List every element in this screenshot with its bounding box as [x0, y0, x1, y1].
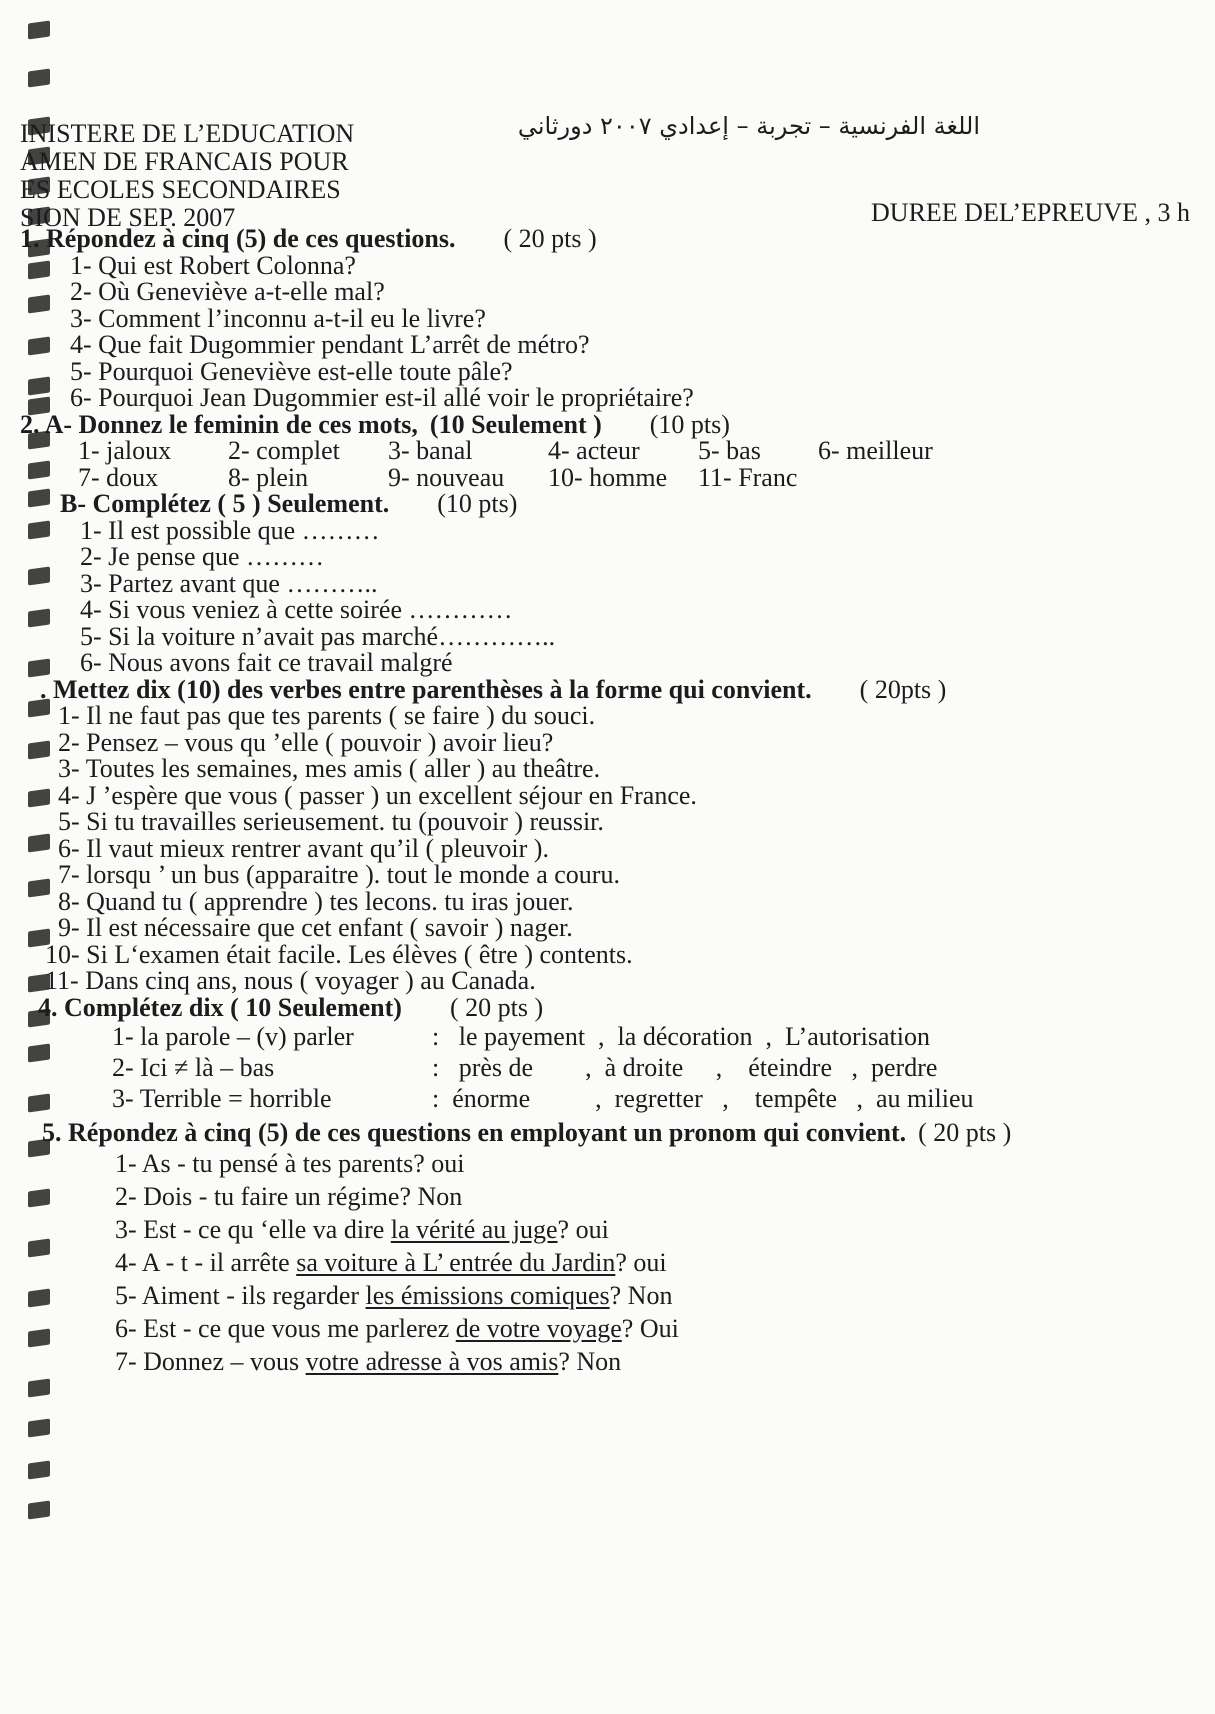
word-item: 4- acteur: [548, 436, 640, 465]
exam-content: [20, 226, 1190, 1378]
section3-items: [20, 703, 1190, 995]
binding-hole: [28, 20, 50, 39]
word-item: 3- banal: [388, 436, 473, 465]
underlined-phrase: sa voiture à L’ entrée du Jardin: [296, 1247, 616, 1277]
binding-hole: [28, 68, 50, 87]
verb-item: 7- lorsqu ’ un bus (apparaitre ). tout le monde a couru.: [58, 860, 620, 889]
section5-title: 5. Répondez à cinq (5) de ces questions en employant un pronom qui convient. ( 20 pts ): [42, 1118, 1012, 1147]
header-line: ES ECOLES SECONDAIRES: [20, 175, 341, 204]
pronoun-question: 6- Est - ce que vous me parlerez de votre voyage ? Oui: [115, 1313, 679, 1343]
verb-item: 2- Pensez – vous qu ’elle ( pouvoir ) avoir lieu?: [58, 727, 554, 757]
header-line: AMEN DE FRANCAIS POUR: [20, 147, 349, 176]
vocab-right: : le payement , la décoration , L’autorisation: [432, 1022, 930, 1051]
vocab-right: : énorme , regretter , tempête , au milieu: [432, 1084, 974, 1113]
section4-rows: [20, 1021, 1190, 1114]
header-line: SION DE SEP. 2007: [20, 203, 236, 232]
vocab-right: : près de , à droite , éteindre , perdre: [432, 1053, 938, 1082]
section2b-items: [20, 515, 1190, 677]
verb-item: 10- Si L‘examen était facile. Les élèves ( être ) contents.: [45, 939, 633, 969]
section2b-title: B- Complétez ( 5 ) Seulement. (10 pts): [60, 489, 518, 518]
arabic-title: اللغة الفرنسية – تجربة – إعدادي ٢٠٠٧ دورثاني: [517, 112, 980, 140]
pronoun-question: 1- As - tu pensé à tes parents? oui: [115, 1148, 465, 1178]
underlined-phrase: la vérité au juge: [390, 1214, 558, 1244]
word-item: 6- meilleur: [818, 436, 933, 465]
verb-item: 1- Il ne faut pas que tes parents ( se faire ) du souci.: [58, 701, 596, 730]
pronoun-question: 5- Aiment - ils regarder les émissions comiques ? Non: [115, 1280, 673, 1310]
verb-item: 11- Dans cinq ans, nous ( voyager ) au Canada.: [45, 966, 536, 995]
section3-title: . Mettez dix (10) des verbes entre parenthèses à la forme qui convient. ( 20pts ): [40, 674, 947, 704]
section5-questions: [20, 1147, 1190, 1378]
vocab-left: 3- Terrible = horrible: [112, 1084, 332, 1113]
section5-points: ( 20 pts ): [918, 1118, 1012, 1147]
pronoun-question: 7- Donnez – vous votre adresse à vos amis ? Non: [115, 1346, 622, 1376]
feminine-words-row2: [20, 462, 1190, 492]
section4-points: ( 20 pts ): [449, 992, 544, 1022]
question: 6- Pourquoi Jean Dugommier est-il allé voir le propriétaire?: [70, 383, 694, 412]
binding-hole: [28, 1500, 50, 1519]
underlined-phrase: votre adresse à vos amis: [305, 1346, 559, 1376]
verb-item: 4- J ’espère que vous ( passer ) un excellent séjour en France.: [58, 780, 697, 810]
vocab-left: 1- la parole – (v) parler: [112, 1022, 354, 1051]
header-line: INISTERE DE L’EDUCATION: [20, 119, 355, 148]
completion-item: 2- Je pense que ………: [80, 542, 325, 571]
word-item: 2- complet: [228, 436, 340, 465]
section2b-points: (10 pts): [437, 489, 518, 518]
question: 4- Que fait Dugommier pendant L’arrêt de métro?: [70, 330, 590, 359]
question: 5- Pourquoi Geneviève est-elle toute pâle?: [70, 356, 513, 386]
verb-item: 3- Toutes les semaines, mes amis ( aller ) au theâtre.: [58, 754, 601, 783]
question: 2- Où Geneviève a-t-elle mal?: [70, 277, 385, 306]
pronoun-question: 2- Dois - tu faire un régime? Non: [115, 1181, 463, 1211]
completion-item: 3- Partez avant que ………..: [80, 568, 378, 598]
section2a-title: 2. A- Donnez le feminin de ces mots, (10 Seulement ) (10 pts): [20, 409, 730, 439]
verb-item: 9- Il est nécessaire que cet enfant ( savoir ) nager.: [58, 913, 573, 942]
completion-item: 6- Nous avons fait ce travail malgré: [80, 648, 453, 677]
vocab-left: 2- Ici ≠ là – bas: [112, 1053, 275, 1082]
word-item: 10- homme: [548, 462, 668, 492]
word-item: 5- bas: [698, 436, 761, 465]
completion-item: 1- Il est possible que ………: [80, 515, 380, 545]
word-item: 11- Franc: [698, 462, 798, 492]
pronoun-question: 3- Est - ce qu ‘elle va dire la vérité au juge ? oui: [115, 1214, 609, 1244]
verb-item: 5- Si tu travailles serieusement. tu (pouvoir ) reussir.: [58, 807, 604, 836]
question: 1- Qui est Robert Colonna?: [70, 250, 356, 280]
section4-title: 4. Complétez dix ( 10 Seulement) ( 20 pts ): [38, 992, 544, 1022]
pronoun-question: 4- A - t - il arrête sa voiture à L’ entrée du Jardin ? oui: [115, 1247, 667, 1277]
verb-item: 6- Il vaut mieux rentrer avant qu’il ( pleuvoir ).: [58, 833, 549, 863]
word-item: 8- plein: [228, 462, 309, 492]
completion-item: 4- Si vous veniez à cette soirée …………: [80, 595, 513, 624]
section3-points: ( 20pts ): [859, 674, 947, 704]
binding-hole: [28, 1378, 50, 1397]
feminine-words-row1: [20, 438, 1190, 465]
section1-title: 1. Répondez à cinq (5) de ces questions. ( 20 pts ): [20, 224, 597, 253]
binding-hole: [28, 1418, 50, 1437]
word-item: 7- doux: [78, 462, 159, 492]
word-item: 9- nouveau: [388, 462, 505, 492]
completion-item: 5- Si la voiture n’avait pas marché…………..: [80, 621, 556, 651]
exam-duration: DUREE DEL’EPREUVE , 3 h: [871, 198, 1190, 227]
verb-item: 8- Quand tu ( apprendre ) tes lecons. tu iras jouer.: [58, 886, 574, 916]
underlined-phrase: les émissions comiques: [365, 1280, 610, 1310]
section1-questions: [20, 250, 1190, 412]
section2a-points: (10 pts): [649, 409, 730, 439]
word-item: 1- jaloux: [78, 436, 172, 465]
question: 3- Comment l’inconnu a-t-il eu le livre?: [70, 303, 486, 333]
underlined-phrase: de votre voyage: [455, 1313, 622, 1343]
section1-points: ( 20 pts ): [503, 224, 597, 253]
binding-hole: [28, 1460, 50, 1479]
ministry-block: [20, 120, 354, 232]
